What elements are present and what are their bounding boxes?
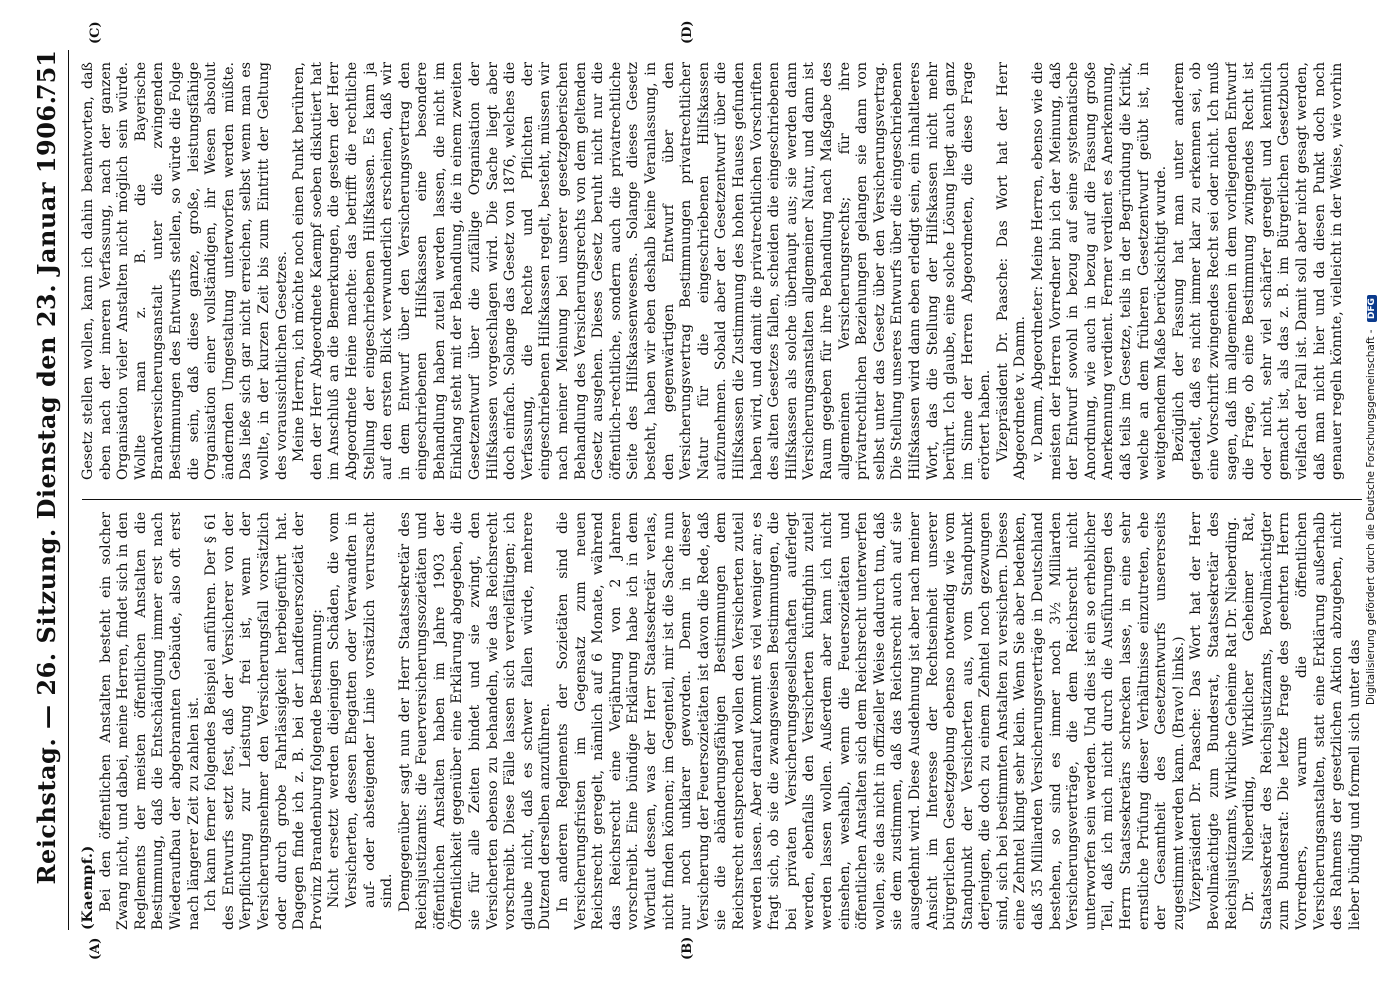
paragraph: Bei den öffentlichen Anstalten besteht ein solcher Zwang nicht, und dabei, meine Herren, findet sich in den Reglements der meisten öffentlichen Anstalten die Bestimmung, daß die Entschädigung immer erst nach Wiederaufbau der abgebrannten Gebäude, also oft erst nach längerer Zeit zu zahlen ist. [97,512,202,930]
paragraph: Demgegenüber sagt nun der Herr Staatssekretär des Reichsjustizamts: die Feuerversicherungssozietäten und öffentlichen Anstalten haben im Jahre 1903 der Öffentlichkeit gegenüber eine Erklärung abgegeben, die sie für alle Zeiten bindet und sie zwingt, den Versicherten ebenso zu behandeln, wie das Reichsrecht vorschreibt. Diese Fälle lassen sich vervielfältigen; ich glaube nicht, daß es schwer fallen würde, mehrere Dutzend derselben anzuführen. [396,512,554,930]
speaker-tag: (Kaempf.) [80,845,96,930]
dfg-logo: DFG [1367,295,1377,322]
speaker-paragraph: Dr. Nieberding, Wirklicher Geheimer Rat, Staatssekretär des Reichsjustizamts, Bevollmächtigter zum Bundesrat: Die letzte Frage des geehrten Herrn Vorredners, warum die öffentlichen Versicherungsanstalten, statt eine Erklärung außerhalb des Rahmens der gesetzlichen Aktion abzugeben, nicht lieber bündig und formell sich unter das [1241,512,1363,930]
page-title: Reichstag. — 26. Sitzung. Dienstag den 23. Januar 1906. [32,95,61,885]
digitization-footer [1365,0,1377,1000]
paragraph: Gesetz stellen wollen, kann ich dahin beantworten, daß eben nach der inneren Verfassung, nach der ganzen Organisation vieler Anstalten nicht möglich sein würde. Wollte man z. B. die Bayerische Brandversicherungsanstalt unter die zwingenden Bestimmungen des Entwurfs stellen, so würde die Folge die sein, daß diese ganze, große, leistungsfähige Organisation einer vollständigen, ihr Wesen absolut ändernden Umgestaltung unterworfen werden müßte. Das ließe sich gar nicht erreichen, selbst wenn man es wollte, in der kurzen Zeit bis zum Eintritt der Geltung des voraussichtlichen Gesetzes. [80,62,290,480]
paragraph: Meine Herren, ich möchte noch einen Punkt berühren, den der Herr Abgeordnete Kaempf soeben diskutiert hat im Anschluß an die Bemerkungen, die gestern der Herr Abgeordnete Heine machte: das betrifft die rechtliche Stellung der eingeschriebenen Hilfskassen. Es kann ja auf den ersten Blick verwunderlich erscheinen, daß wir in dem Entwurf über den Versicherungsvertrag den eingeschriebenen Hilfskassen eine besondere Behandlung haben zuteil werden lassen, die nicht im Einklang steht mit der Behandlung, die in einem zweiten Gesetzentwurf über die zufällige Organisation der Hilfskassen vorgeschlagen wird. Die Sache liegt aber doch einfach. Solange das Gesetz von 1876, welches die Verfassung, die Rechte und Pflichten der eingeschriebenen Hilfskassen regelt, besteht, müssen wir nach meiner Meinung bei unserer gesetzgeberischen Behandlung des Versicherungsrechts von dem geltenden Gesetz ausgehen. Dieses Gesetz beruht nicht nur die öffentlich-rechtliche, sondern auch die privatrechtliche Seite des Hilfskassenwesens. Solange dieses Gesetz besteht, haben wir eben deshalb keine Veranlassung, in den gegenwärtigen Entwurf über den Versicherungsvertrag Bestimmungen privatrechtlicher Natur für die eingeschriebenen Hilfskassen aufzunehmen. Sobald aber der Gesetzentwurf über die Hilfskassen die Zustimmung des hohen Hauses gefunden haben wird, und damit die privatrechtlichen Vorschriften des alten Gesetzes fallen, scheiden die eingeschriebenen Hilfskassen als solche überhaupt aus; sie werden dann Versicherungsanstalten allgemeiner Natur, und dann ist Raum gegeben für ihre Behandlung nach Maßgabe des allgemeinen Versicherungsrechts; für ihre privatrechtlichen Beziehungen gelangen sie dann von selbst unter das Gesetz über den Versicherungsvertrag. Die Stellung unseres Entwurfs über die eingeschriebenen Hilfskassen wird dann eben erledigt sein, ein inhaltleeres Wort, das die Stellung der Hilfskassen nicht mehr berührt. Ich glaube, eine solche Lösung liegt auch ganz im Sinne der Herren Abgeordneten, die diese Frage erörtert haben. [291,62,994,480]
page-number: 751 [32,50,61,101]
page-header [28,50,69,930]
left-column [80,512,1370,930]
speaker-paragraph: v. Damm, Abgeordneter: Meine Herren, ebenso wie die meisten der Herren Vorredner bin ich der Meinung, daß der Entwurf sowohl in bezug auf seine systematische Anordnung, wie auch in bezug auf die Fassung große Anerkennung verdient. Ferner verdient es Anerkennung, daß teils im Gesetze, teils in der Begründung die Kritik, welche an dem früheren Gesetzentwurf geübt ist, in weitgehendem Maße berücksichtigt wurde. [1030,62,1170,480]
paragraph: In anderen Reglements der Sozietäten sind die Versicherungsfristen im Gegensatz zum neuen Reichsrecht geregelt, nämlich auf 6 Monate, während das Reichsrecht eine Verjährung von 2 Jahren vorschreibt. Eine bündige Erklärung habe ich in dem Wortlaut dessen, was der Herr Staatssekretär verlas, nicht finden können; im Gegenteil, mir ist die Sache nun nur noch unklarer geworden. Denn in dieser Versicherung der Feuersozietäten ist davon die Rede, daß sie die abänderungsfähigen Bestimmungen dem Reichsrecht entsprechend wollen den Versicherten zuteil werden lassen. Aber darauf kommt es viel weniger an; es fragt sich, ob sie die zwangsweisen Bestimmungen, die bei privaten Versicherungsgesellschaften auferlegt werden, ebenfalls den Versicherten künftighin zuteil werden lassen wollen. Außerdem aber kann ich nicht einsehen, weshalb, wenn die Feuersozietäten und öffentlichen Anstalten sich dem Reichsrecht unterwerfen wollen, sie das nicht in offizieller Weise dadurch tun, daß sie dem zustimmen, daß das Reichsrecht auch auf sie ausgedehnt wird. Diese Ausdehnung ist aber nach meiner Ansicht im Interesse der Rechtseinheit unserer bürgerlichen Gesetzgebung ebenso notwendig wie vom Standpunkt der Versicherten aus, vom Standpunkt derjenigen, die doch zu einem Zehntel noch gezwungen sind, sich bei bestimmten Anstalten zu versichern. Dieses eine Zehntel klingt sehr klein. Wenn Sie aber bedenken, daß 35 Milliarden Versicherungsverträge in Deutschland bestehen, so sind es immer noch 3½ Milliarden Versicherungsverträge, die dem Reichsrecht nicht unterworfen sein werden. Und dies ist ein so erheblicher Teil, daß ich mich nicht durch die Ausführungen des Herrn Staatssekretärs schrecken lasse, in eine sehr ernstliche Prüfung dieser Verhältnisse einzutreten, ehe der Gesamtheit des Gesetzentwurfs unsererseits zugestimmt werden kann. (Bravo! links.) [555,512,1187,930]
right-column [80,62,1370,480]
margin-marker-a: (A) [88,937,103,960]
paragraph: Ich kann ferner folgendes Beispiel anführen. Der § 61 des Entwurfs setzt fest, daß der Versicherer von der Verpflichtung zur Leistung frei ist, wenn der Versicherungsnehmer den Versicherungsfall vorsätzlich oder durch grobe Fahrlässigkeit herbeigeführt hat. Dagegen finde ich z. B. bei der Landfeuersozietät der Provinz Brandenburg folgende Bestimmung: [203,512,325,930]
column-divider [82,499,1362,500]
speaker-paragraph: Vizepräsident Dr. Paasche: Das Wort hat der Herr Abgeordnete v. Damm. [994,62,1029,480]
paragraph: Bezüglich der Fassung hat man unter anderem getadelt, daß es nicht immer klar zu erkennen sei, ob eine Vorschrift zwingendes Recht sei oder nicht. Ich muß sagen, daß im allgemeinen in dem vorliegenden Entwurf die Frage, ob eine Bestimmung zwingendes Recht ist oder nicht, sehr viel schärfer geregelt und kenntlich gemacht ist, als das z. B. im Bürgerlichen Gesetzbuch vielfach der Fall ist. Damit soll aber nicht gesagt werden, daß man nicht hier und da diesen Punkt doch noch genauer regeln könnte, vielleicht in der Weise, wie vorhin [1170,62,1346,480]
margin-marker-b: (B) [680,936,695,960]
quote-paragraph: Nicht ersetzt werden diejenigen Schäden, die vom Versicherten, dessen Ehegatten oder Verwandten in auf- oder absteigender Linie vorsätzlich verursacht sind. [326,512,396,908]
footer-text: Digitalisierung gefördert durch die Deutsche Forschungsgemeinschaft - [1365,329,1377,705]
margin-marker-d: (D) [680,20,695,44]
margin-marker-c: (C) [88,21,103,44]
speaker-paragraph: Vizepräsident Dr. Paasche: Das Wort hat der Herr Bevollmächtigte zum Bundesrat, Staatssekretär des Reichsjustizamts, Wirkliche Geheime Rat Dr. Nieberding. [1188,512,1240,930]
